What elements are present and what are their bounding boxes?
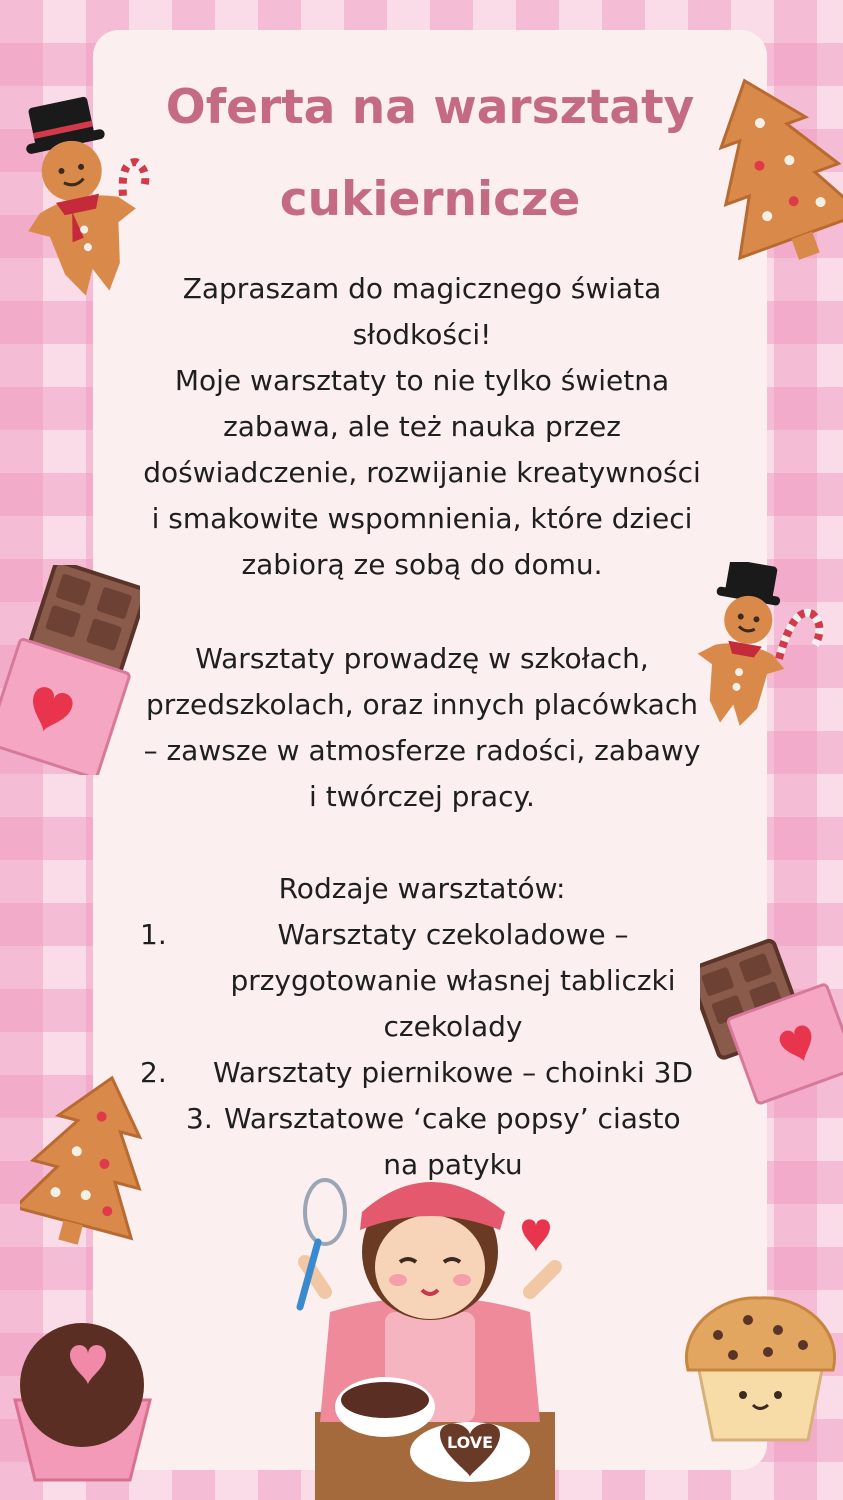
intro-line: Zapraszam do magicznego świata	[182, 272, 662, 305]
page-title	[93, 62, 767, 246]
love-label: LOVE	[446, 1433, 494, 1452]
title-line-2: cukiernicze	[279, 172, 581, 227]
chocolate-bar-icon	[0, 565, 140, 775]
workshop-number: 3.	[186, 1102, 213, 1135]
gingerbread-tree-cookie-icon	[20, 1070, 160, 1250]
chocolate-bar-icon	[700, 935, 843, 1105]
intro-line: zabawa, ale też nauka przez	[223, 410, 621, 443]
workshop-item-1	[106, 912, 738, 1050]
places-paragraph	[106, 636, 738, 820]
workshop-types-heading-text: Rodzaje warsztatów:	[278, 872, 566, 905]
title-line-1: Oferta na warsztaty	[165, 80, 695, 135]
workshop-list	[106, 912, 738, 1188]
workshop-line: przygotowanie własnej tabliczki	[230, 964, 676, 997]
workshop-number: 2.	[140, 1056, 167, 1089]
chocolate-truffle-icon	[0, 1310, 165, 1490]
gingerbread-man-icon	[695, 562, 843, 742]
workshop-types-heading	[106, 866, 738, 912]
girl-baking-illustration	[290, 1172, 570, 1500]
places-line: przedszkolach, oraz innych placówkach	[146, 688, 698, 721]
workshop-line: Warsztaty piernikowe – choinki 3D	[212, 1056, 694, 1089]
places-line: i twórczej pracy.	[309, 780, 535, 813]
gingerbread-tree-cookie-icon	[712, 70, 843, 270]
workshop-number: 1.	[140, 918, 167, 951]
muffin-icon	[678, 1290, 843, 1450]
places-line: Warsztaty prowadzę w szkołach,	[195, 642, 649, 675]
intro-line: słodkości!	[352, 318, 492, 351]
workshop-line: czekolady	[383, 1010, 523, 1043]
gingerbread-man-icon	[0, 90, 165, 310]
intro-line: i smakowite wspomnienia, które dzieci	[151, 502, 693, 535]
workshop-line: Warsztaty czekoladowe –	[277, 918, 629, 951]
workshop-item-2	[106, 1050, 738, 1096]
places-line: – zawsze w atmosferze radości, zabawy	[143, 734, 701, 767]
workshop-line: Warsztatowe ‘cake popsy’ ciasto	[224, 1102, 681, 1135]
intro-line: doświadczenie, rozwijanie kreatywności	[143, 456, 701, 489]
intro-paragraph	[106, 266, 738, 588]
workshop-line: na patyku	[383, 1148, 523, 1181]
intro-line: zabiorą ze sobą do domu.	[241, 548, 603, 581]
intro-line: Moje warsztaty to nie tylko świetna	[174, 364, 670, 397]
